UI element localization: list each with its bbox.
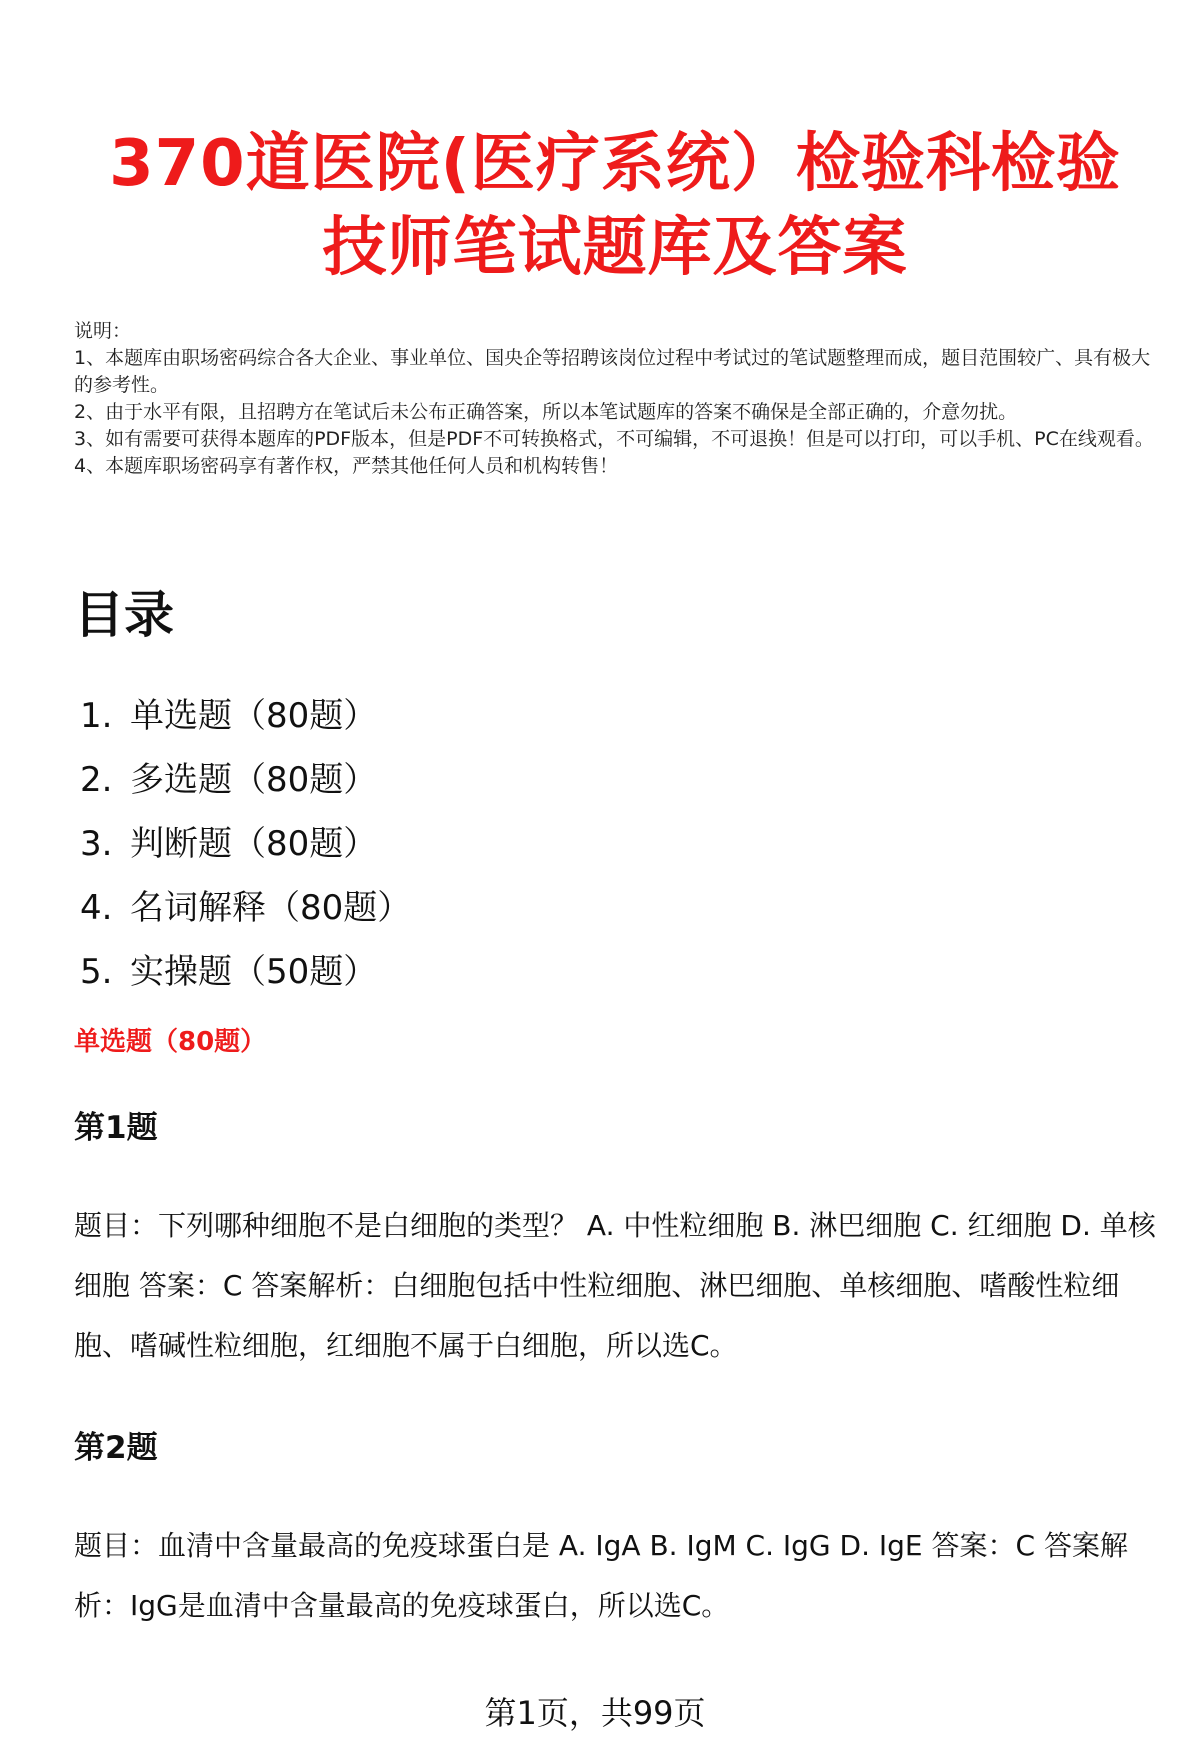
toc-heading: 目录 <box>74 586 174 644</box>
instruction-item-4: 4、本题库职场密码享有著作权，严禁其他任何人员和机构转售！ <box>74 455 619 477</box>
toc-item-number: 3. <box>80 824 113 864</box>
instructions-block <box>74 318 1154 480</box>
question-2-heading: 第2题 <box>74 1430 158 1466</box>
instruction-item-3: 3、如有需要可获得本题库的PDF版本，但是PDF不可转换格式，不可编辑，不可退换！但是可以打印，可以手机、PC在线观看。 <box>74 428 1154 450</box>
toc-item[interactable] <box>80 940 411 1004</box>
toc-item[interactable] <box>80 748 411 812</box>
toc-item-number: 1. <box>80 696 113 736</box>
toc-item-label: 名词解释（80题） <box>130 888 412 928</box>
toc-item[interactable] <box>80 812 411 876</box>
toc-item-number: 5. <box>80 952 113 992</box>
toc-item[interactable] <box>80 684 411 748</box>
page-number-footer: 第1页，共99页 <box>484 1694 706 1732</box>
toc-item-number: 4. <box>80 888 113 928</box>
document-title <box>60 122 1170 290</box>
toc-item-label: 判断题（80题） <box>130 824 378 864</box>
title-line-1: 370道医院(医疗系统）检验科检验 <box>109 127 1121 201</box>
toc-item-number: 2. <box>80 760 113 800</box>
section-heading: 单选题（80题） <box>74 1027 267 1057</box>
instructions-heading: 说明： <box>74 320 132 342</box>
title-line-2: 技师笔试题库及答案 <box>322 211 908 285</box>
toc-item-label: 实操题（50题） <box>130 952 378 992</box>
question-2-body: 题目：血清中含量最高的免疫球蛋白是 A. IgA B. IgM C. IgG D. IgE 答案：C 答案解析：IgG是血清中含量最高的免疫球蛋白，所以选C。 <box>74 1529 1128 1622</box>
instruction-item-2: 2、由于水平有限，且招聘方在笔试后未公布正确答案，所以本笔试题库的答案不确保是全部正确的，介意勿扰。 <box>74 401 1018 423</box>
question-1-body: 题目：下列哪种细胞不是白细胞的类型？ A. 中性粒细胞 B. 淋巴细胞 C. 红细胞 D. 单核细胞 答案：C 答案解析：白细胞包括中性粒细胞、淋巴细胞、单核细胞、嗜酸性粒细胞、嗜碱性粒细胞，红细胞不属于白细胞，所以选C。 <box>74 1209 1156 1362</box>
toc-item-label: 单选题（80题） <box>130 696 378 736</box>
toc-item-label: 多选题（80题） <box>130 760 378 800</box>
toc-item[interactable] <box>80 876 411 940</box>
table-of-contents <box>80 684 411 1004</box>
instruction-item-1: 1、本题库由职场密码综合各大企业、事业单位、国央企等招聘该岗位过程中考试过的笔试题整理而成，题目范围较广、具有极大的参考性。 <box>74 347 1151 396</box>
question-1-heading: 第1题 <box>74 1110 158 1146</box>
